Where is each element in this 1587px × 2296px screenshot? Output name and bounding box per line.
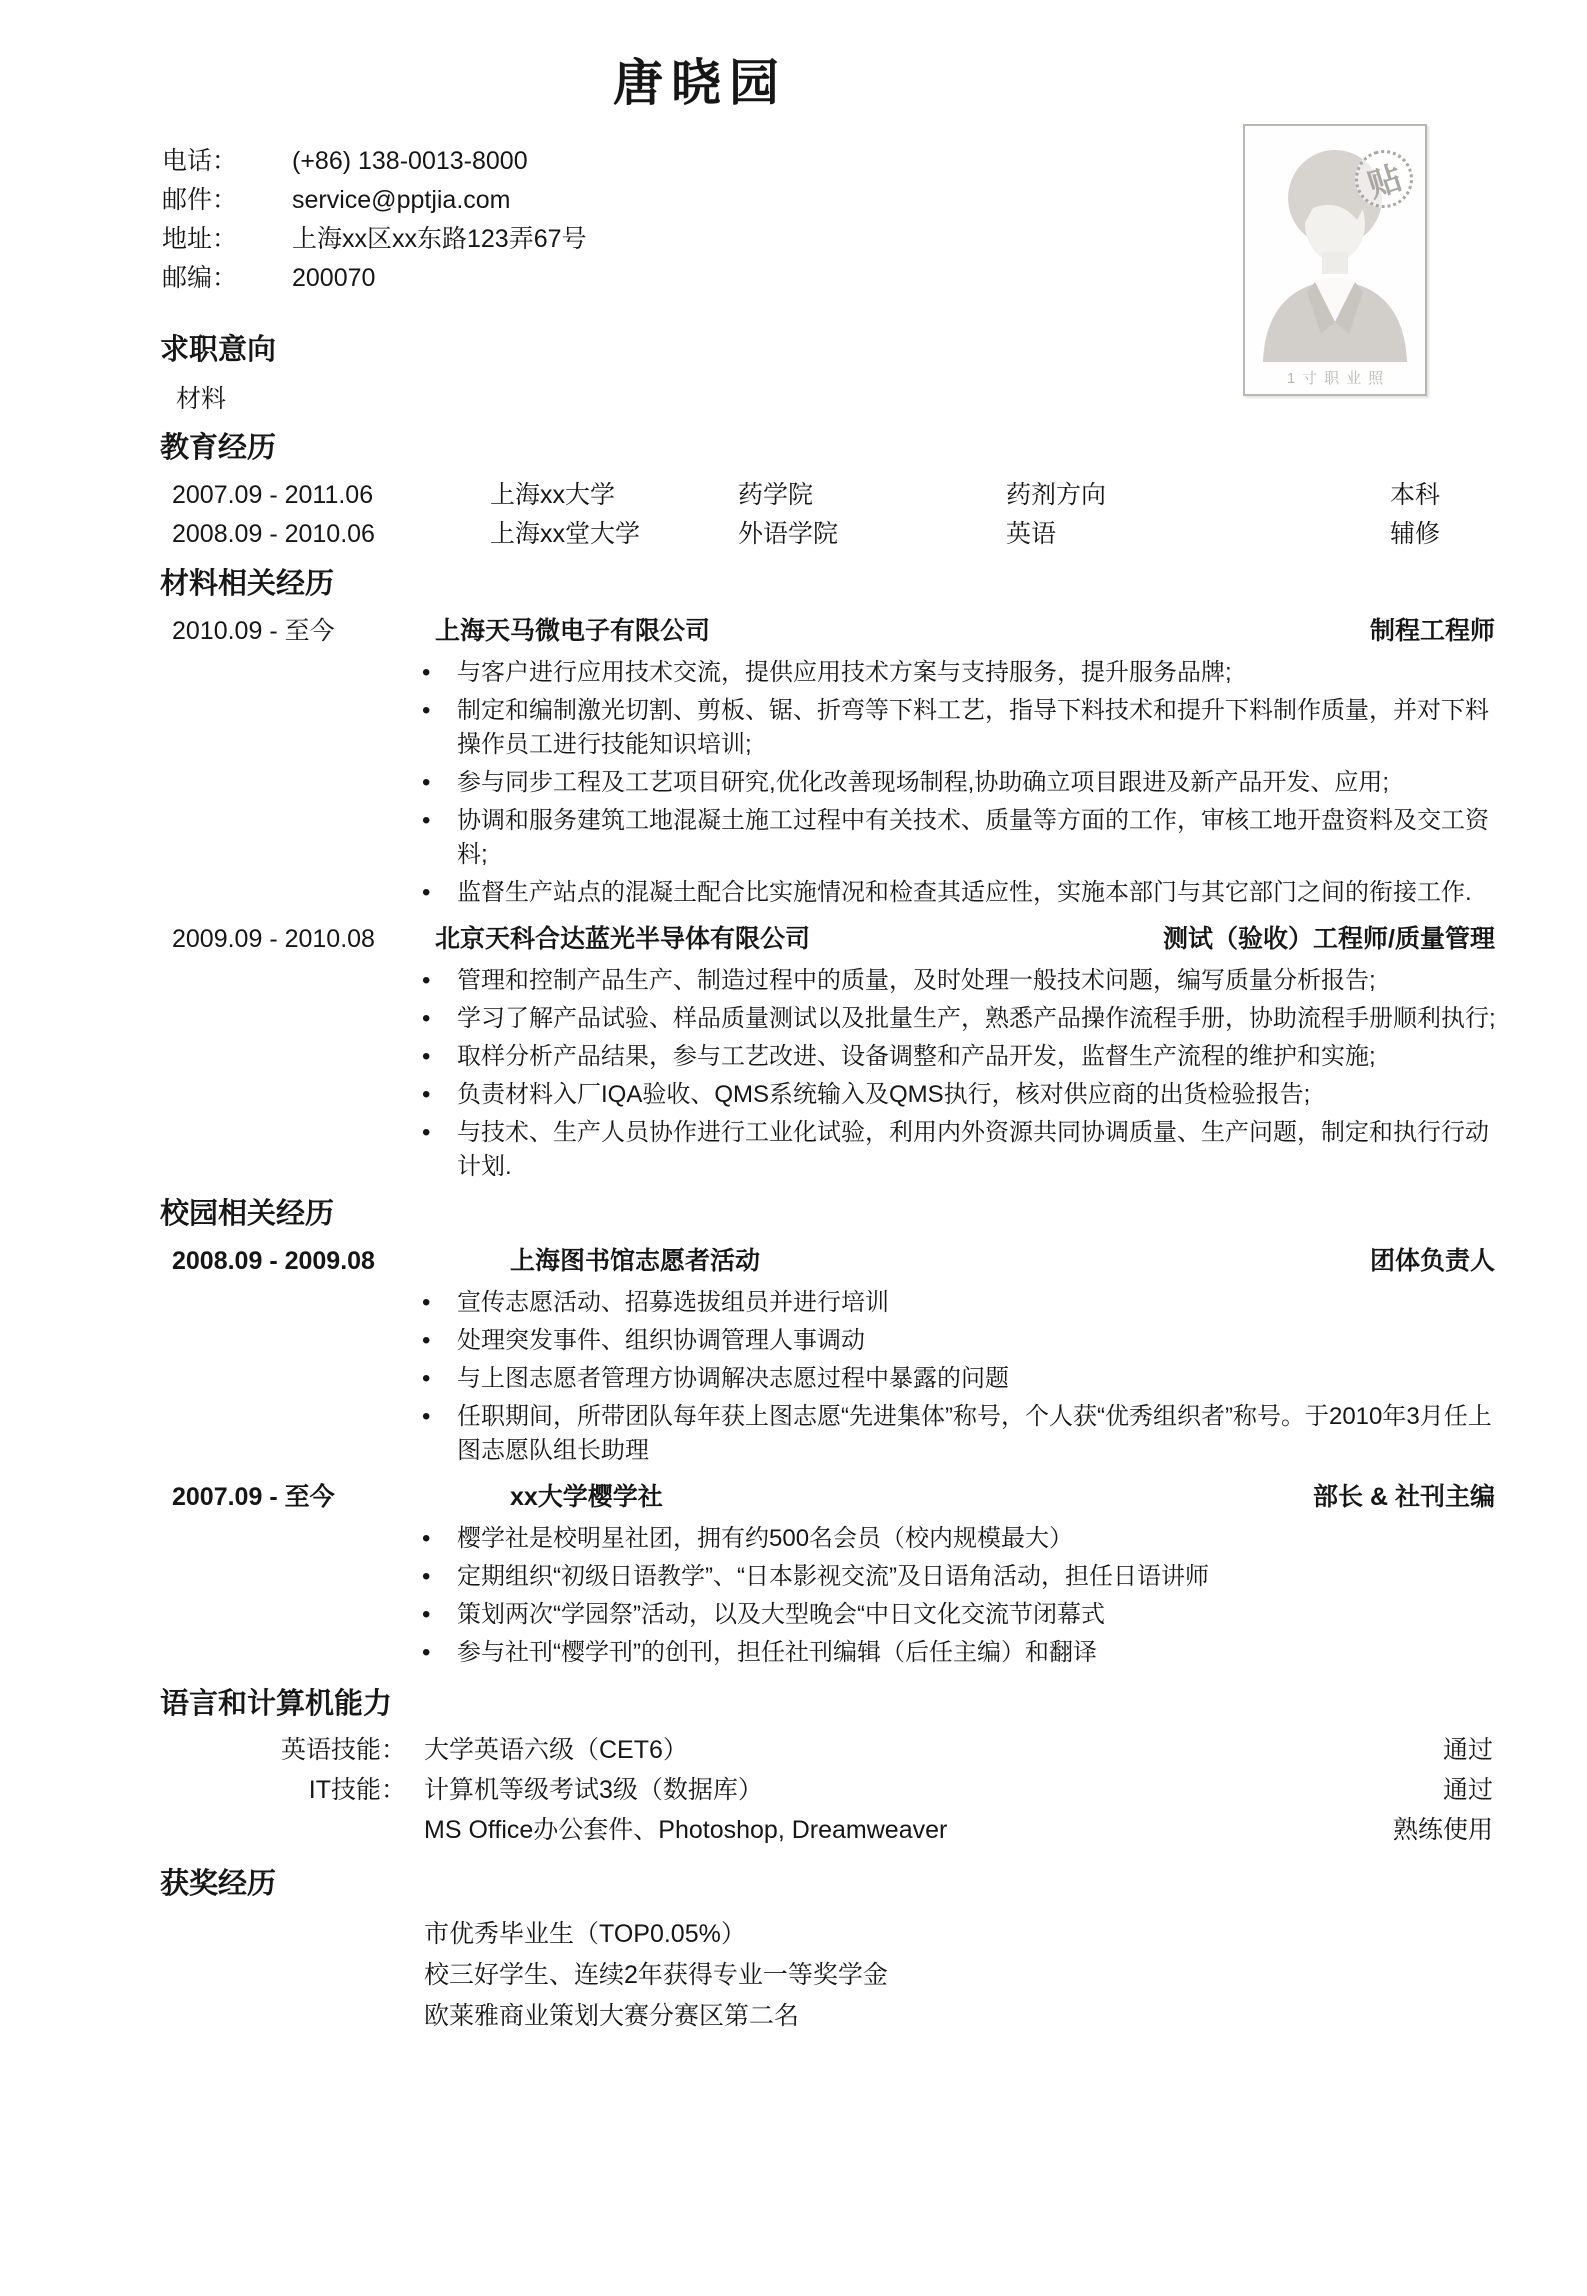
resume-page xyxy=(0,52,1587,2296)
edu-degree: 本科 xyxy=(1389,481,1440,509)
skill-value: 计算机等级考试3级（数据库） xyxy=(424,1776,763,1804)
work-bullet-list xyxy=(420,656,1498,910)
work-entry-header xyxy=(172,920,1495,958)
skill-status: 熟练使用 xyxy=(1392,1816,1493,1844)
edu-degree: 辅修 xyxy=(1389,520,1440,548)
bullet-item: • 樱学社是校明星社团，拥有约500名会员（校内规模最大） xyxy=(420,1522,1498,1556)
bullet-item: • 宣传志愿活动、招募选拔组员并进行培训 xyxy=(420,1286,1498,1320)
edu-school: 上海xx大学 xyxy=(490,481,616,509)
skill-label xyxy=(160,1810,406,1850)
skill-value: 大学英语六级（CET6） xyxy=(424,1736,688,1764)
zipcode-label: 邮编： xyxy=(162,264,238,292)
entry-company: 北京天科合达蓝光半导体有限公司 xyxy=(435,925,811,953)
campus-title: 校园相关经历 xyxy=(160,1198,335,1230)
education-row xyxy=(172,476,1462,515)
edu-date: 2007.09 - 2011.06 xyxy=(172,481,374,509)
bullet-item: • 定期组织“初级日语教学”、“日本影视交流”及日语角活动，担任日语讲师 xyxy=(420,1560,1498,1594)
education-table xyxy=(172,476,1462,554)
section-education xyxy=(0,430,1587,554)
edu-college: 药学院 xyxy=(738,481,814,509)
bullet-item: • 监督生产站点的混凝土配合比实施情况和检查其适应性，实施本部门与其它部门之间的衔接工作. xyxy=(420,876,1498,910)
skills-title: 语言和计算机能力 xyxy=(160,1688,393,1720)
page-title: 唐晓园 xyxy=(613,55,787,111)
section-awards xyxy=(0,1866,1587,2037)
education-row xyxy=(172,515,1462,554)
section-skills xyxy=(0,1686,1587,1850)
campus-bullet-list xyxy=(420,1286,1498,1468)
skill-row-software xyxy=(160,1810,1493,1850)
address-label: 地址： xyxy=(162,225,238,253)
entry-company: 上海天马微电子有限公司 xyxy=(435,617,711,645)
work-title: 材料相关经历 xyxy=(160,568,335,600)
skill-label: 英语技能： xyxy=(280,1736,406,1764)
bullet-item: • 学习了解产品试验、样品质量测试以及批量生产，熟悉产品操作流程手册，协助流程手册顺利执行; xyxy=(420,1002,1498,1036)
work-entry xyxy=(0,612,1587,910)
skill-row-english xyxy=(160,1730,1493,1770)
bullet-item: • 负责材料入厂IQA验收、QMS系统输入及QMS执行，核对供应商的出货检验报告; xyxy=(420,1078,1498,1112)
photo-caption: 1寸职业照 xyxy=(1286,370,1391,387)
edu-college: 外语学院 xyxy=(738,520,839,548)
work-entry-header xyxy=(172,612,1495,650)
zipcode-value: 200070 xyxy=(292,264,376,292)
campus-entry xyxy=(0,1242,1587,1468)
skills-rows xyxy=(0,1730,1587,1850)
address-value: 上海xx区xx东路123弄67号 xyxy=(292,225,587,253)
bullet-item: • 取样分析产品结果，参与工艺改进、设备调整和产品开发，监督生产流程的维护和实施; xyxy=(420,1040,1498,1074)
work-bullet-list xyxy=(420,964,1498,1184)
email-label: 邮件： xyxy=(162,186,238,214)
entry-role: 制程工程师 xyxy=(1369,617,1495,645)
campus-entry xyxy=(0,1478,1587,1670)
edu-date: 2008.09 - 2010.06 xyxy=(172,520,375,548)
bullet-item: • 策划两次“学园祭”活动，以及大型晚会“中日文化交流节闭幕式 xyxy=(420,1598,1498,1632)
objective-value: 材料 xyxy=(176,385,227,413)
education-title: 教育经历 xyxy=(160,432,277,464)
id-photo-placeholder xyxy=(1243,124,1427,396)
skill-value: MS Office办公套件、Photoshop, Dreamweaver xyxy=(424,1816,948,1844)
entry-date: 2010.09 - 至今 xyxy=(172,617,335,645)
edu-major: 药剂方向 xyxy=(1006,481,1107,509)
bullet-item: • 处理突发事件、组织协调管理人事调动 xyxy=(420,1324,1498,1358)
phone-value: (+86) 138-0013-8000 xyxy=(292,147,528,175)
edu-major: 英语 xyxy=(1006,520,1057,548)
paste-stamp-icon: 贴 xyxy=(1347,142,1420,215)
section-campus-experience xyxy=(0,1196,1587,1670)
entry-date: 2007.09 - 至今 xyxy=(172,1483,335,1511)
objective-title: 求职意向 xyxy=(160,334,277,366)
campus-entry-header xyxy=(172,1242,1495,1280)
award-item: 市优秀毕业生（TOP0.05%） xyxy=(424,1920,746,1948)
entry-date: 2009.09 - 2010.08 xyxy=(172,925,375,953)
skill-status: 通过 xyxy=(1442,1776,1493,1804)
awards-title: 获奖经历 xyxy=(160,1868,277,1900)
bullet-item: • 参与同步工程及工艺项目研究,优化改善现场制程,协助确立项目跟进及新产品开发、应用; xyxy=(420,766,1498,800)
work-entry xyxy=(0,920,1587,1184)
edu-school: 上海xx堂大学 xyxy=(490,520,641,548)
award-item: 欧莱雅商业策划大赛分赛区第二名 xyxy=(424,2002,800,2030)
bullet-item: • 参与社刊“樱学刊”的创刊，担任社刊编辑（后任主编）和翻译 xyxy=(420,1636,1498,1670)
entry-date: 2008.09 - 2009.08 xyxy=(172,1247,375,1275)
entry-role: 团体负责人 xyxy=(1369,1247,1495,1275)
bullet-item: • 管理和控制产品生产、制造过程中的质量，及时处理一般技术问题，编写质量分析报告; xyxy=(420,964,1498,998)
campus-bullet-list xyxy=(420,1522,1498,1670)
bullet-item: • 与客户进行应用技术交流，提供应用技术方案与支持服务，提升服务品牌; xyxy=(420,656,1498,690)
bullet-item: • 任职期间，所带团队每年获上图志愿“先进集体”称号，个人获“优秀组织者”称号。于2010年3月任上图志愿队组长助理 xyxy=(420,1400,1498,1468)
entry-role: 部长 & 社刊主编 xyxy=(1313,1483,1495,1511)
bullet-item: • 协调和服务建筑工地混凝土施工过程中有关技术、质量等方面的工作，审核工地开盘资料及交工资料; xyxy=(420,804,1498,872)
skill-label: IT技能： xyxy=(308,1776,406,1804)
awards-list xyxy=(424,1914,1587,2037)
bullet-item: • 与技术、生产人员协作进行工业化试验，利用内外资源共同协调质量、生产问题，制定和执行行动计划. xyxy=(420,1116,1498,1184)
campus-entry-header xyxy=(172,1478,1495,1516)
entry-role: 测试（验收）工程师/质量管理 xyxy=(1163,925,1495,953)
entry-company: xx大学樱学社 xyxy=(510,1483,663,1511)
bullet-item: • 制定和编制激光切割、剪板、锯、折弯等下料工艺，指导下料技术和提升下料制作质量，并对下料操作员工进行技能知识培训; xyxy=(420,694,1498,762)
phone-label: 电话： xyxy=(162,147,238,175)
skill-status: 通过 xyxy=(1442,1736,1493,1764)
bullet-item: • 与上图志愿者管理方协调解决志愿过程中暴露的问题 xyxy=(420,1362,1498,1396)
entry-company: 上海图书馆志愿者活动 xyxy=(510,1247,761,1275)
section-work-experience xyxy=(0,566,1587,1184)
award-item: 校三好学生、连续2年获得专业一等奖学金 xyxy=(424,1961,888,1989)
skill-row-it xyxy=(160,1770,1493,1810)
email-value: service@pptjia.com xyxy=(292,186,511,214)
